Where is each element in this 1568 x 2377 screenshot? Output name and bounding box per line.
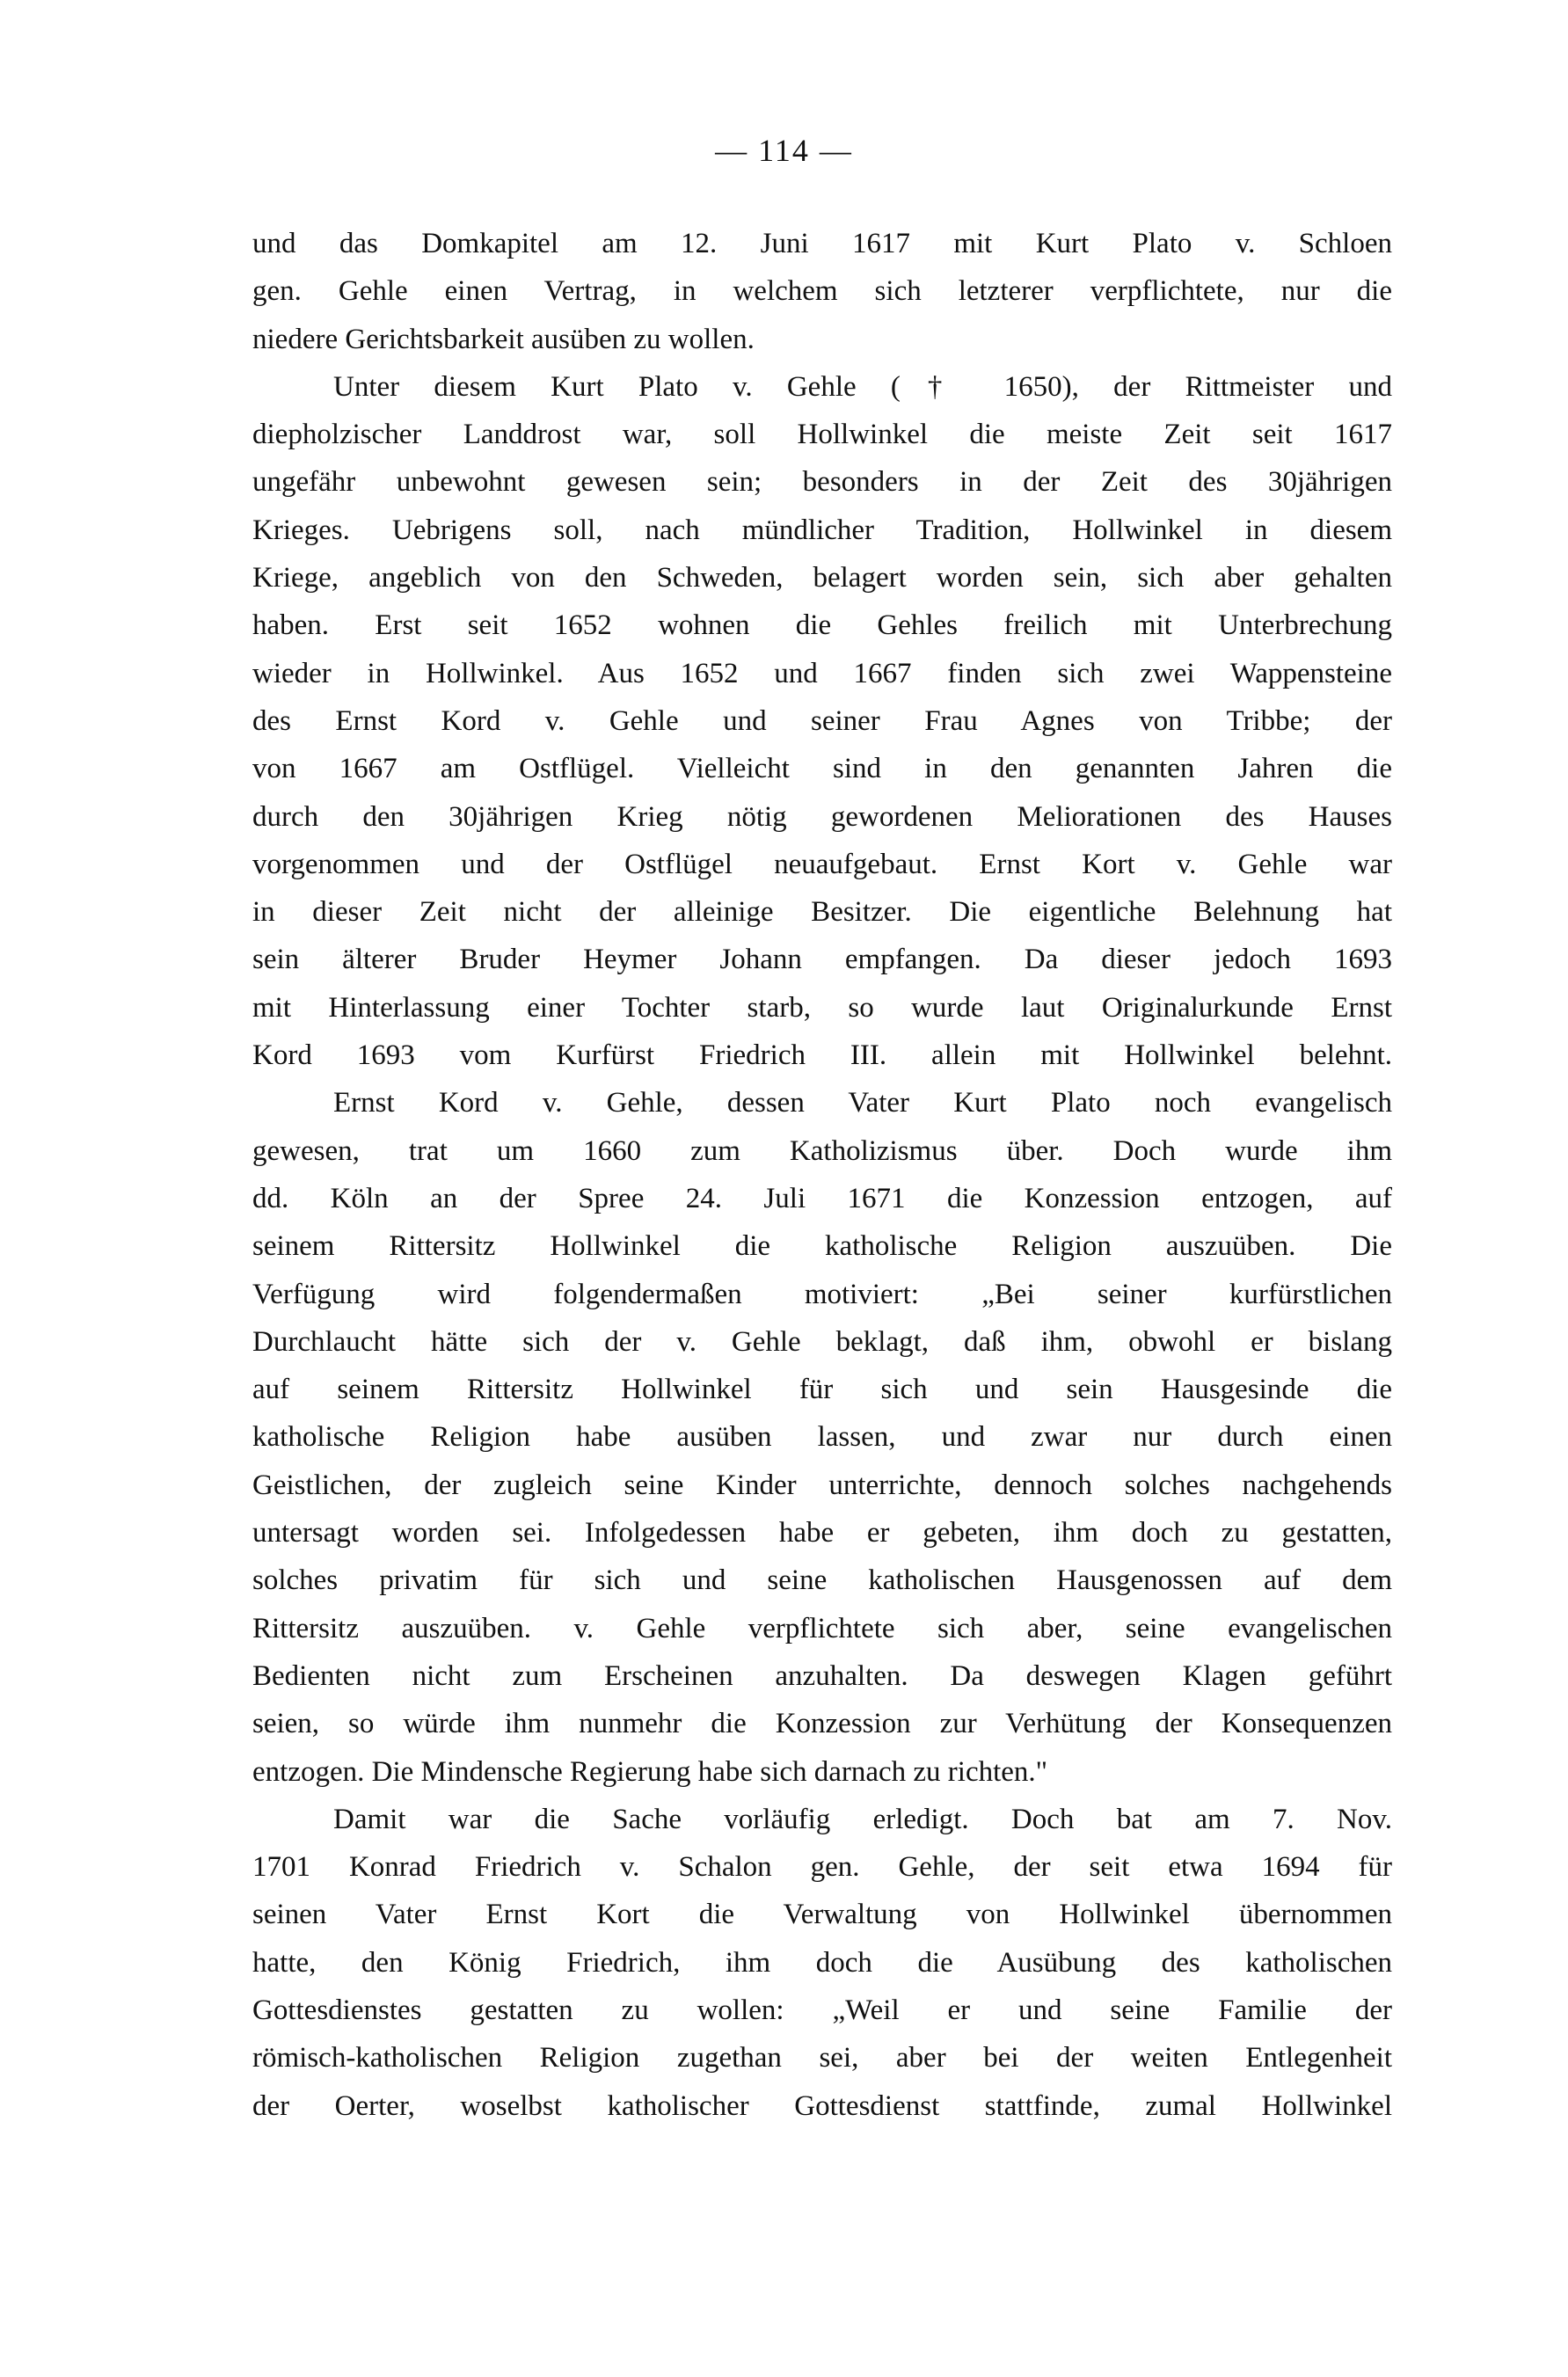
text-line: solches privatim für sich und seine katholischen Hausgenossen auf dem	[252, 1564, 1392, 1597]
text-line: Damit war die Sache vorläufig erledigt. Doch bat am 7. Nov.	[333, 1803, 1392, 1835]
text-line: haben. Erst seit 1652 wohnen die Gehles freilich mit Unterbrechung	[252, 609, 1392, 642]
text-line: Krieges. Uebrigens soll, nach mündlicher Tradition, Hollwinkel in diesem	[252, 514, 1392, 546]
text-line: durch den 30jährigen Krieg nötig gewordenen Meliorationen des Hauses	[252, 800, 1392, 833]
text-line: Verfügung wird folgendermaßen motiviert: „Bei seiner kurfürstlichen	[252, 1278, 1392, 1310]
text-line: römisch-katholischen Religion zugethan sei, aber bei der weiten Entlegenheit	[252, 2042, 1392, 2074]
text-line: untersagt worden sei. Infolgedessen habe er gebeten, ihm doch zu gestatten,	[252, 1517, 1392, 1549]
text-line: niedere Gerichtsbarkeit ausüben zu wollen.	[252, 323, 755, 355]
text-line: diepholzischer Landdrost war, soll Hollwinkel die meiste Zeit seit 1617	[252, 419, 1392, 451]
text-line: Gottesdienstes gestatten zu wollen: „Weil er und seine Familie der	[252, 1994, 1392, 2026]
text-line: ungefähr unbewohnt gewesen sein; besonders in der Zeit des 30jährigen	[252, 466, 1392, 499]
text-line: gen. Gehle einen Vertrag, in welchem sich letzterer verpflichtete, nur die	[252, 275, 1392, 308]
text-line: seinem Rittersitz Hollwinkel die katholische Religion auszuüben. Die	[252, 1230, 1392, 1263]
text-line: gewesen, trat um 1660 zum Katholizismus über. Doch wurde ihm	[252, 1134, 1392, 1167]
text-line: Ernst Kord v. Gehle, dessen Vater Kurt Plato noch evangelisch	[333, 1087, 1392, 1119]
text-line: mit Hinterlassung einer Tochter starb, so wurde laut Originalurkunde Ernst	[252, 991, 1392, 1024]
text-line: auf seinem Rittersitz Hollwinkel für sich und sein Hausgesinde die	[252, 1374, 1392, 1406]
text-line: von 1667 am Ostflügel. Vielleicht sind in den genannten Jahren die	[252, 753, 1392, 785]
text-line: Rittersitz auszuüben. v. Gehle verpflichtete sich aber, seine evangelischen	[252, 1612, 1392, 1644]
text-line: des Ernst Kord v. Gehle und seiner Frau Agnes von Tribbe; der	[252, 704, 1392, 737]
text-line: 1701 Konrad Friedrich v. Schalon gen. Gehle, der seit etwa 1694 für	[252, 1851, 1392, 1884]
text-line: entzogen. Die Mindensche Regierung habe sich darnach zu richten."	[252, 1755, 1048, 1788]
text-line: vorgenommen und der Ostflügel neuaufgebaut. Ernst Kort v. Gehle war	[252, 848, 1392, 880]
text-line: Kriege, angeblich von den Schweden, belagert worden sein, sich aber gehalten	[252, 562, 1392, 594]
text-line: dd. Köln an der Spree 24. Juli 1671 die Konzession entzogen, auf	[252, 1182, 1392, 1214]
text-line: in dieser Zeit nicht der alleinige Besitzer. Die eigentliche Belehnung hat	[252, 896, 1392, 929]
text-line: katholische Religion habe ausüben lassen, und zwar nur durch einen	[252, 1421, 1392, 1454]
text-line: und das Domkapitel am 12. Juni 1617 mit Kurt Plato v. Schloen	[252, 228, 1392, 259]
text-line: Durchlaucht hätte sich der v. Gehle beklagt, daß ihm, obwohl er bislang	[252, 1325, 1392, 1358]
text-line: hatte, den König Friedrich, ihm doch die Ausübung des katholischen	[252, 1946, 1392, 1979]
page-number: — 114 —	[715, 133, 853, 168]
text-line: sein älterer Bruder Heymer Johann empfangen. Da dieser jedoch 1693	[252, 944, 1392, 976]
text-line: Geistlichen, der zugleich seine Kinder unterrichte, dennoch solches nachgehends	[252, 1469, 1392, 1501]
text-line: seinen Vater Ernst Kort die Verwaltung von Hollwinkel übernommen	[252, 1899, 1392, 1931]
text-line: der Oerter, woselbst katholischer Gottesdienst stattfinde, zumal Hollwinkel	[252, 2089, 1392, 2122]
text-line: seien, so würde ihm nunmehr die Konzession zur Verhütung der Konsequenzen	[252, 1708, 1392, 1740]
text-line: wieder in Hollwinkel. Aus 1652 und 1667 finden sich zwei Wappensteine	[252, 657, 1392, 689]
text-line: Unter diesem Kurt Plato v. Gehle († 1650), der Rittmeister und	[333, 370, 1392, 403]
text-line: Bedienten nicht zum Erscheinen anzuhalten. Da deswegen Klagen geführt	[252, 1659, 1392, 1692]
body-text	[252, 220, 1392, 2130]
text-line: Kord 1693 vom Kurfürst Friedrich III. allein mit Hollwinkel belehnt.	[252, 1039, 1392, 1072]
